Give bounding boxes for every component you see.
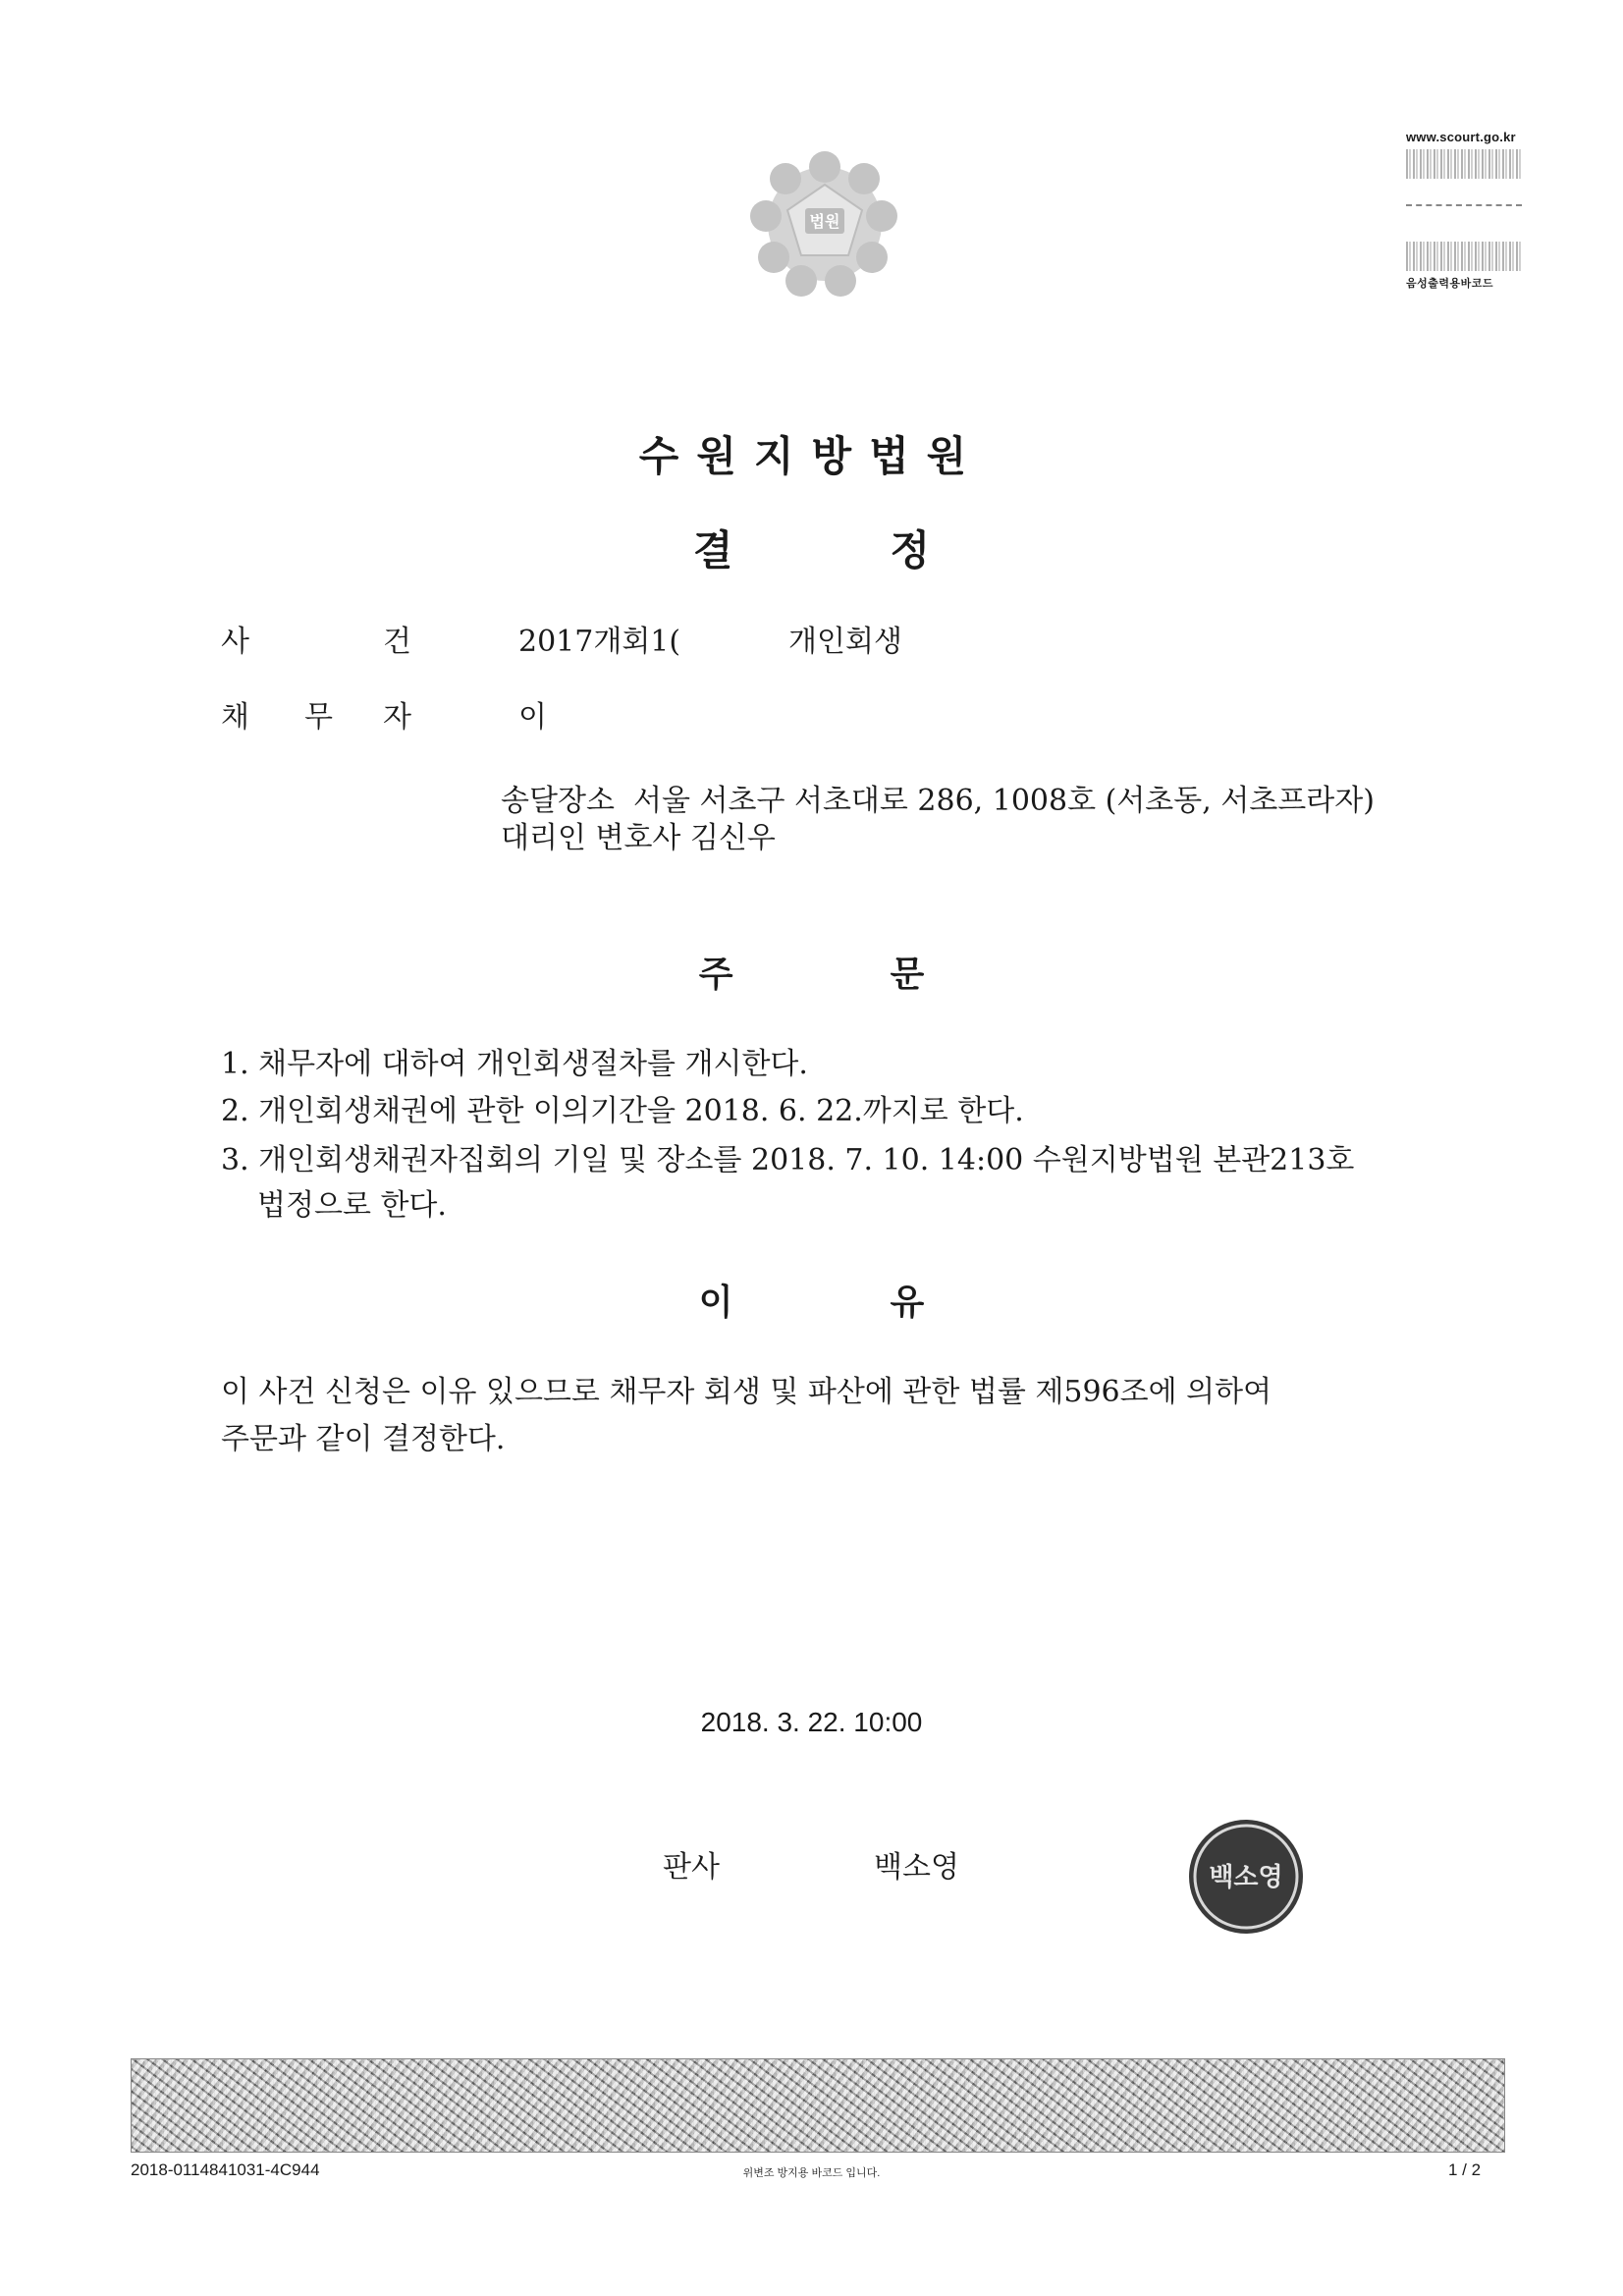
- order-item-1: 1. 채무자에 대하여 개인회생절차를 개시한다.: [221, 1047, 808, 1081]
- label-debtor-3: 자: [383, 700, 411, 735]
- voice-output-barcode: [1406, 242, 1522, 271]
- divider: [1406, 204, 1522, 206]
- debtor-name: 이: [518, 700, 547, 735]
- decision-date: 2018. 3. 22. 10:00: [700, 1707, 923, 1737]
- case-number: 2017개회1(: [518, 625, 681, 659]
- document-type-title: 결 정: [692, 526, 931, 574]
- judge-seal: [1184, 1815, 1308, 1939]
- order-item-3: 3. 개인회생채권자집회의 기일 및 장소를 2018. 7. 10. 14:00 수원지방법원 본관213호: [221, 1143, 1355, 1177]
- document-id: 2018-0114841031-4C944: [131, 2160, 320, 2179]
- barcode-top: [1406, 149, 1522, 179]
- order-item-3-continued: 법정으로 한다.: [257, 1188, 447, 1223]
- order-item-2: 2. 개인회생채권에 관한 이의기간을 2018. 6. 22.까지로 한다.: [221, 1094, 1024, 1128]
- emblem-text: 법원: [809, 212, 840, 231]
- service-address: 송달장소 서울 서초구 서초대로 286, 1008호 (서초동, 서초프라자): [501, 784, 1375, 818]
- label-case-2: 건: [383, 625, 411, 659]
- seal-text: 백소영: [1209, 1863, 1283, 1892]
- barcode-caption: 음성출력용바코드: [1406, 277, 1494, 290]
- anti-forgery-barcode: [131, 2058, 1505, 2153]
- reason-line-1: 이 사건 신청은 이유 있으므로 채무자 회생 및 파산에 관한 법률 제596조에 의하여: [221, 1375, 1272, 1409]
- case-type: 개인회생: [788, 625, 902, 659]
- court-website-url: www.scourt.go.kr: [1406, 130, 1516, 144]
- barcode-notice: 위변조 방지용 바코드 입니다.: [742, 2167, 881, 2179]
- label-debtor-1: 채: [221, 700, 249, 735]
- court-name: 수원지방법원: [638, 432, 985, 480]
- attorney: 대리인 변호사 김신우: [501, 821, 776, 855]
- judge-title: 판사: [663, 1850, 720, 1885]
- reason-line-2: 주문과 같이 결정한다.: [221, 1422, 506, 1456]
- order-title: 주 문: [698, 955, 925, 995]
- reason-title: 이 유: [698, 1283, 925, 1323]
- judge-name: 백소영: [874, 1850, 959, 1885]
- label-case-1: 사: [221, 625, 249, 659]
- page-number: 1 / 2: [1448, 2160, 1482, 2179]
- court-emblem: [746, 145, 903, 302]
- label-debtor-2: 무: [304, 700, 333, 735]
